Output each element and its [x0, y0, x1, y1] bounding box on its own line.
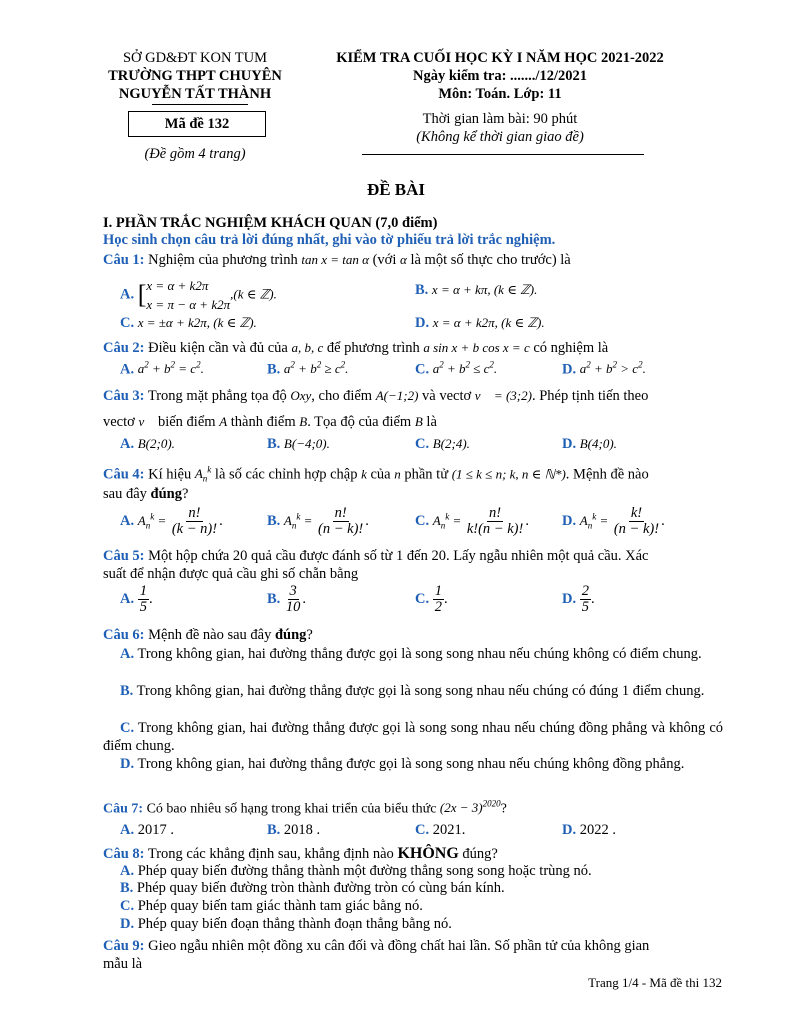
q3-option-b[interactable]: B. B(−4;0). [267, 436, 330, 452]
q5-option-b[interactable]: B. $\frac{3}{10}$ . [267, 583, 307, 615]
q4-option-c[interactable]: C. $A_n^k$ = $\frac{n!}{k!(n - k)!}$ . [415, 505, 529, 537]
page-footer: Trang 1/4 - Mã đề thi 132 [588, 975, 722, 990]
q1-option-d[interactable]: D. x = α + k2π, (k ∈ ℤ). [415, 315, 545, 331]
time-note: (Không kể thời gian giao đề) [416, 129, 584, 145]
question-6: Câu 6: Mệnh đề nào sau đây đúng? [103, 627, 313, 643]
page-title: ĐỀ BÀI [366, 180, 426, 199]
q8-option-b[interactable]: B. Phép quay biến đường tròn thành đường tròn có cùng bán kính. [120, 880, 505, 896]
question-2: Câu 2: Điều kiện cần và đủ của a, b, c để phương trình a sin x + b cos x = c có nghiệm là [103, 340, 609, 356]
school-name-line2: NGUYỄN TẤT THÀNH [118, 86, 272, 102]
section-instruction: Học sinh chọn câu trả lời đúng nhất, ghi vào tờ phiếu trả lời trắc nghiệm. [103, 232, 556, 248]
question-3-line2: vectơ v⃗ biến điểm A thành điểm B. Tọa độ của điểm B là [103, 414, 437, 430]
q4-option-b[interactable]: B. $A_n^k$ = $\frac{n!}{(n - k)!}$ . [267, 505, 369, 537]
header-rule [362, 154, 644, 155]
q5-option-a[interactable]: A. $\frac{1}{5}$ . [120, 583, 153, 615]
exam-code-box: Mã đề 132 [128, 111, 266, 137]
q2-option-c[interactable]: C. $a^2 + b^2 \le c^2$. [415, 360, 498, 378]
section-heading: I. PHẦN TRẮC NGHIỆM KHÁCH QUAN (7,0 điểm) [103, 215, 438, 231]
q3-option-c[interactable]: C. B(2;4). [415, 436, 470, 452]
q1-option-b[interactable]: B. x = α + kπ, (k ∈ ℤ). [415, 282, 538, 298]
q8-option-d[interactable]: D. Phép quay biến đoạn thẳng thành đoạn thẳng bằng nó. [120, 916, 452, 932]
question-9-line2: mẫu là [103, 956, 143, 972]
q5-option-c[interactable]: C. $\frac{1}{2}$ . [415, 583, 448, 615]
exam-title: KIỂM TRA CUỐI HỌC KỲ I NĂM HỌC 2021-2022 [336, 50, 664, 66]
q8-option-a[interactable]: A. Phép quay biến đường thẳng thành một đường thẳng song song hoặc trùng nó. [120, 863, 592, 879]
q6-option-c[interactable]: C. Trong không gian, hai đường thẳng được gọi là song song nhau nếu chúng đồng phẳng và không có điểm chung. [103, 720, 723, 754]
question-3: Câu 3: Trong mặt phẳng tọa độ Oxy, cho điểm A(−1;2) và vectơ v⃗ = (3;2). Phép tịnh tiến theo [103, 388, 649, 404]
q4-option-d[interactable]: D. $A_n^k$ = $\frac{k!}{(n - k)!}$ . [562, 505, 665, 537]
q5-option-d[interactable]: D. $\frac{2}{5}$ . [562, 583, 595, 615]
question-8: Câu 8: Trong các khẳng định sau, khẳng định nào KHÔNG đúng? [103, 845, 498, 862]
question-4-line2: sau đây đúng? [103, 486, 189, 502]
q4-option-a[interactable]: A. $A_n^k$ = $\frac{n!}{(k - n)!}$ . [120, 505, 223, 537]
pages-note: (Đề gồm 4 trang) [144, 146, 246, 162]
question-label: Câu 1: [103, 252, 145, 268]
question-9: Câu 9: Gieo ngẫu nhiên một đồng xu cân đối và đồng chất hai lần. Số phần tử của không gian [103, 938, 650, 954]
q2-option-a[interactable]: A. $a^2 + b^2 = c^2$. [120, 360, 204, 378]
q1-option-c[interactable]: C. x = ±α + k2π, (k ∈ ℤ). [120, 315, 257, 331]
q1-option-a[interactable]: A. [x = α + k2π x = π − α + k2π,(k ∈ ℤ). [120, 278, 277, 312]
q7-option-c[interactable]: C. 2021. [415, 822, 466, 838]
exam-time: Thời gian làm bài: 90 phút [422, 111, 578, 127]
question-5-line2: suất để nhận được quả cầu ghi số chẵn bằng [103, 566, 359, 582]
exam-date: Ngày kiểm tra: ......./12/2021 [413, 68, 587, 84]
q6-option-d[interactable]: D. Trong không gian, hai đường thẳng được gọi là song song nhau nếu chúng không đồng phẳng. [120, 756, 685, 772]
q3-option-a[interactable]: A. B(2;0). [120, 436, 175, 452]
department-name: SỞ GD&ĐT KON TUM [122, 50, 268, 66]
q6-option-b[interactable]: B. Trong không gian, hai đường thẳng được gọi là song song nhau nếu chúng có đúng 1 điểm chung. [120, 683, 705, 699]
subject-grade: Môn: Toán. Lớp: 11 [438, 86, 562, 102]
q2-option-d[interactable]: D. $a^2 + b^2 > c^2$. [562, 360, 646, 378]
q2-option-b[interactable]: B. $a^2 + b^2 \ge c^2$. [267, 360, 349, 378]
question-4: Câu 4: Kí hiệu $A_n^k$ là số các chỉnh hợp chập k của n phần tử (1 ≤ k ≤ n; k, n ∈ ℕ*). Mệnh đề nào [103, 465, 649, 484]
school-underline [152, 104, 248, 105]
school-name-line1: TRƯỜNG THPT CHUYÊN [108, 68, 282, 84]
q7-option-d[interactable]: D. 2022 . [562, 822, 616, 838]
q6-option-a[interactable]: A. Trong không gian, hai đường thẳng được gọi là song song nhau nếu chúng không có điểm chung. [120, 646, 702, 662]
question-1: Câu 1: Nghiệm của phương trình tan x = tan α (với α là một số thực cho trước) là [103, 252, 571, 268]
q7-option-b[interactable]: B. 2018 . [267, 822, 321, 838]
question-5: Câu 5: Một hộp chứa 20 quả cầu được đánh số từ 1 đến 20. Lấy ngẫu nhiên một quả cầu. Xác [103, 548, 649, 564]
q8-option-c[interactable]: C. Phép quay biến tam giác thành tam giác bằng nó. [120, 898, 423, 914]
question-7: Câu 7: Có bao nhiêu số hạng trong khai triển của biểu thức $(2x - 3)^{2020}$? [103, 799, 507, 817]
q7-option-a[interactable]: A. 2017 . [120, 822, 174, 838]
q3-option-d[interactable]: D. B(4;0). [562, 436, 617, 452]
